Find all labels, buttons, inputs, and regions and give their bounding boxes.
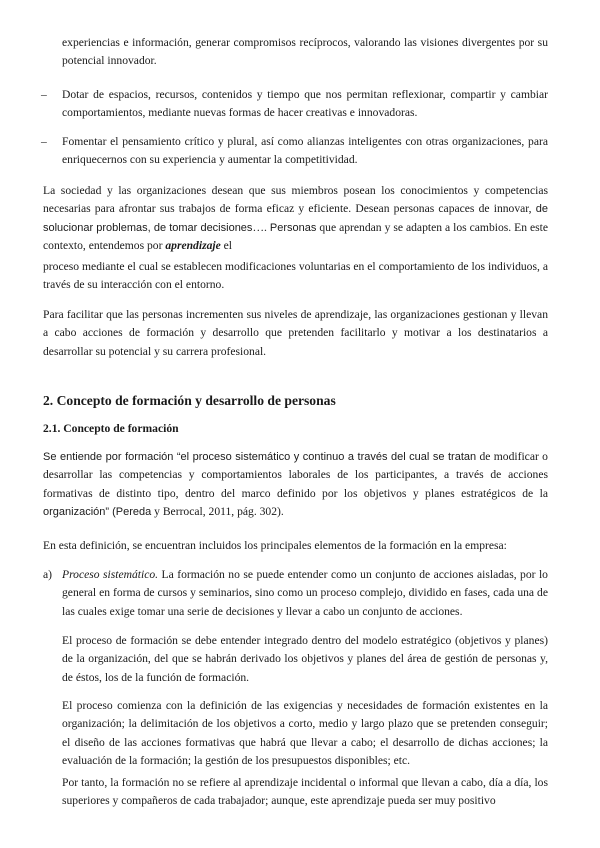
paragraph-continuation: experiencias e información, generar compromisos recíprocos, valorando las visiones divergentes por su potencial innovador. xyxy=(62,36,548,68)
paragraph-integrado: El proceso de formación se debe entender integrado dentro del modelo estratégico (objetivos y planes) de la organización, del que se habrán derivado los objetivos y planes del área de gestión de personas y, de éstos, los de la función de formación. xyxy=(62,634,548,684)
text-run: La sociedad y las organizaciones desean que sus miembros posean los conocimientos y competencias necesarias para afrontar sus trabajos de forma eficaz y eficiente. Desean personas capaces de innovar, xyxy=(43,184,548,216)
paragraph-por-tanto: Por tanto, la formación no se refiere al aprendizaje incidental o informal que llevan a cabo, día a día, los superiores y compañeros de cada trabajador; aunque, este aprendizaje pueda ser muy positivo xyxy=(62,776,548,808)
text-run: que aprendan y se adapten a los cambios. En este contexto, entendemos por xyxy=(43,220,549,253)
subsection-heading: 2.1. Concepto de formación xyxy=(43,422,179,435)
paragraph-definition-aprendizaje: proceso mediante el cual se establecen modificaciones voluntarias en el comportamiento de los individuos, a través de su interacción con el entorno. xyxy=(43,260,548,292)
text-run: La formación no se puede entender como un conjunto de acciones aisladas, por lo general en forma de cursos y seminarios, sino como un proceso complejo, dividido en fases, cada una de las cuales exige tomar una serie de decisiones y llevar a cabo un conjunto de acciones. xyxy=(62,568,548,618)
paragraph-facilitar: Para facilitar que las personas incrementen sus niveles de aprendizaje, las organizaciones gestionan y llevan a cabo acciones de formación y desarrollo que pretenden facilitarlo y motivar a los destinatarios a desarrollar su potencial y su carrera profesional. xyxy=(43,308,548,358)
text-run: el xyxy=(220,239,233,253)
list-label: a) xyxy=(43,568,53,581)
bullet-dash: – xyxy=(41,88,47,101)
bullet-item-2: Fomentar el pensamiento crítico y plural, así como alianzas inteligentes con otras organizaciones, para enriquecernos con su experiencia y aumentar la competitividad. xyxy=(62,135,548,167)
text-run-sans: organización” (Pereda xyxy=(43,506,152,519)
text-run: de modificar o desarrollar las competencias y comportamientos laborales de los participantes, a través de acciones formativas de distinto tipo, dentro del marco definido por los objetivos y planes estratégicos de la xyxy=(43,450,548,500)
text-run: …. xyxy=(252,220,270,234)
list-item-a xyxy=(62,566,548,621)
text-run-sans: Se entiende por formación “el proceso sistemático y continuo a través del cual se tratan xyxy=(43,451,477,463)
section-heading: 2. Concepto de formación y desarrollo de personas xyxy=(43,393,336,408)
paragraph-proceso: El proceso comienza con la definición de las exigencias y necesidades de formación existentes en la organización; la delimitación de los objetivos a corto, medio y largo plazo que se pretenden conseguir; el diseño de las acciones formativas que habrá que llevar a cabo; el desarrollo de dichas acciones; la evaluación de la formación; la gestión de los presupuestos disponibles; etc. xyxy=(62,699,548,768)
bullet-item-1: Dotar de espacios, recursos, contenidos y tiempo que nos permitan reflexionar, compartir y cambiar comportamientos, mediante nuevas formas de hacer creativas e innovadoras. xyxy=(62,88,548,120)
text-run-sans: de solucionar problemas, de tomar decisiones xyxy=(43,203,548,234)
list-item-title: Proceso sistemático. xyxy=(62,568,159,581)
term-aprendizaje: aprendizaje xyxy=(165,239,221,253)
bullet-dash: – xyxy=(41,135,47,148)
text-run: y Berrocal, 2011, pág. 302). xyxy=(151,505,284,519)
paragraph-definition-formacion xyxy=(43,448,548,522)
paragraph-society xyxy=(43,182,548,256)
paragraph-elements: En esta definición, se encuentran incluidos los principales elementos de la formación en la empresa: xyxy=(43,539,507,552)
text-run-sans: Personas xyxy=(269,221,317,234)
